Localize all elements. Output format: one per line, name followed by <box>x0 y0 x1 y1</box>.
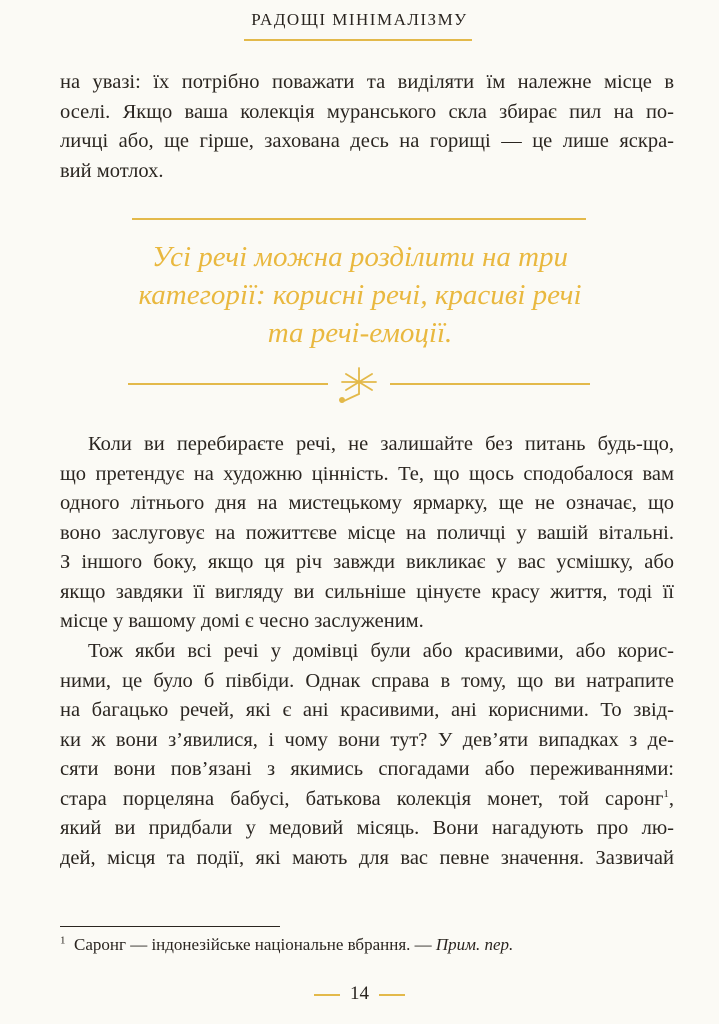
pull-quote <box>60 238 660 352</box>
text-line: дей, місця та події, які мають для вас певне значення. Зазвичай <box>60 846 674 869</box>
text-line: на багацько речей, які є ані красивими, ані корисними. То звід- <box>60 699 674 721</box>
text-line: на увазі: їх потрібно поважати та виділяти їм належне місце в <box>60 71 674 93</box>
flower-ornament-icon <box>128 364 590 404</box>
text-line: Коли ви перебираєте речі, не залишайте без питань будь-що, <box>88 433 674 455</box>
folio-dash <box>379 994 405 996</box>
page-number-footer <box>0 983 719 1005</box>
text-line: одного літнього дня на мистецькому ярмарку, ще не означає, що <box>60 492 674 514</box>
text-line-with-footnote-ref <box>60 785 674 815</box>
text-line: який ви придбали у медовий місяць. Вони нагадують про лю- <box>60 817 674 839</box>
text-line: сяти вони пов’язані з якимись спогадами або переживаннями: <box>60 758 674 780</box>
text-line: вий мотлох. <box>60 159 164 182</box>
text-line: З іншого боку, якщо ця річ завжди викликає у вас усмішку, або <box>60 551 674 573</box>
running-head: РАДОЩІ МІНІМАЛІЗМУ <box>251 10 468 29</box>
footnote-translator-note: Прим. пер. <box>435 935 514 954</box>
pull-quote-line: категорії: корисні речі, красиві речі <box>138 279 582 311</box>
text-line: ки ж вони з’явилися, і чому вони тут? У дев’яти випадках з де- <box>60 728 674 751</box>
text-line: місце у вашому домі є чесно заслуженим. <box>60 610 424 632</box>
text-line: личці або, ще гірше, захована десь на горищі — це лише яскра- <box>60 130 674 152</box>
pull-quote-rule <box>132 218 586 220</box>
text-line: ними, це було б півбіди. Однак справа в тому, що ви натрапите <box>60 669 674 692</box>
paragraph-1 <box>60 430 674 637</box>
pull-quote-line: та речі-емоції. <box>267 317 453 349</box>
footnote-rule <box>60 926 280 927</box>
footnote-mark: 1 <box>60 934 66 947</box>
text-line: Тож якби всі речі у домівці були або красивими, або корис- <box>88 640 674 662</box>
text-segment: стара порцеляна бабусі, батькова колекція монет, той саронг <box>60 787 664 810</box>
paragraph-2 <box>60 637 674 873</box>
page-number: 14 <box>350 983 369 1004</box>
text-line: якщо завдяки її вигляду ви сильніше цінуєте красу життя, тоді її <box>60 580 674 603</box>
text-line: що претендує на художню цінність. Те, що щось сподобалося вам <box>60 462 674 485</box>
footnote-ref[interactable]: 1 <box>663 787 669 800</box>
paragraph-top <box>60 68 674 186</box>
folio-dash <box>314 994 340 996</box>
text-line: оселі. Якщо ваша колекція муранського скла збирає пил на по- <box>60 100 674 123</box>
text-segment: , <box>668 787 674 810</box>
running-head-rule <box>244 39 472 41</box>
text-line: воно заслуговує на пожиттєве місце на поличці у вашій вітальні. <box>60 521 674 544</box>
pull-quote-line: Усі речі можна розділити на три <box>151 241 569 273</box>
footnote-text: Саронг — індонезійське національне вбрання. — <box>74 935 436 954</box>
footnote <box>60 934 680 956</box>
